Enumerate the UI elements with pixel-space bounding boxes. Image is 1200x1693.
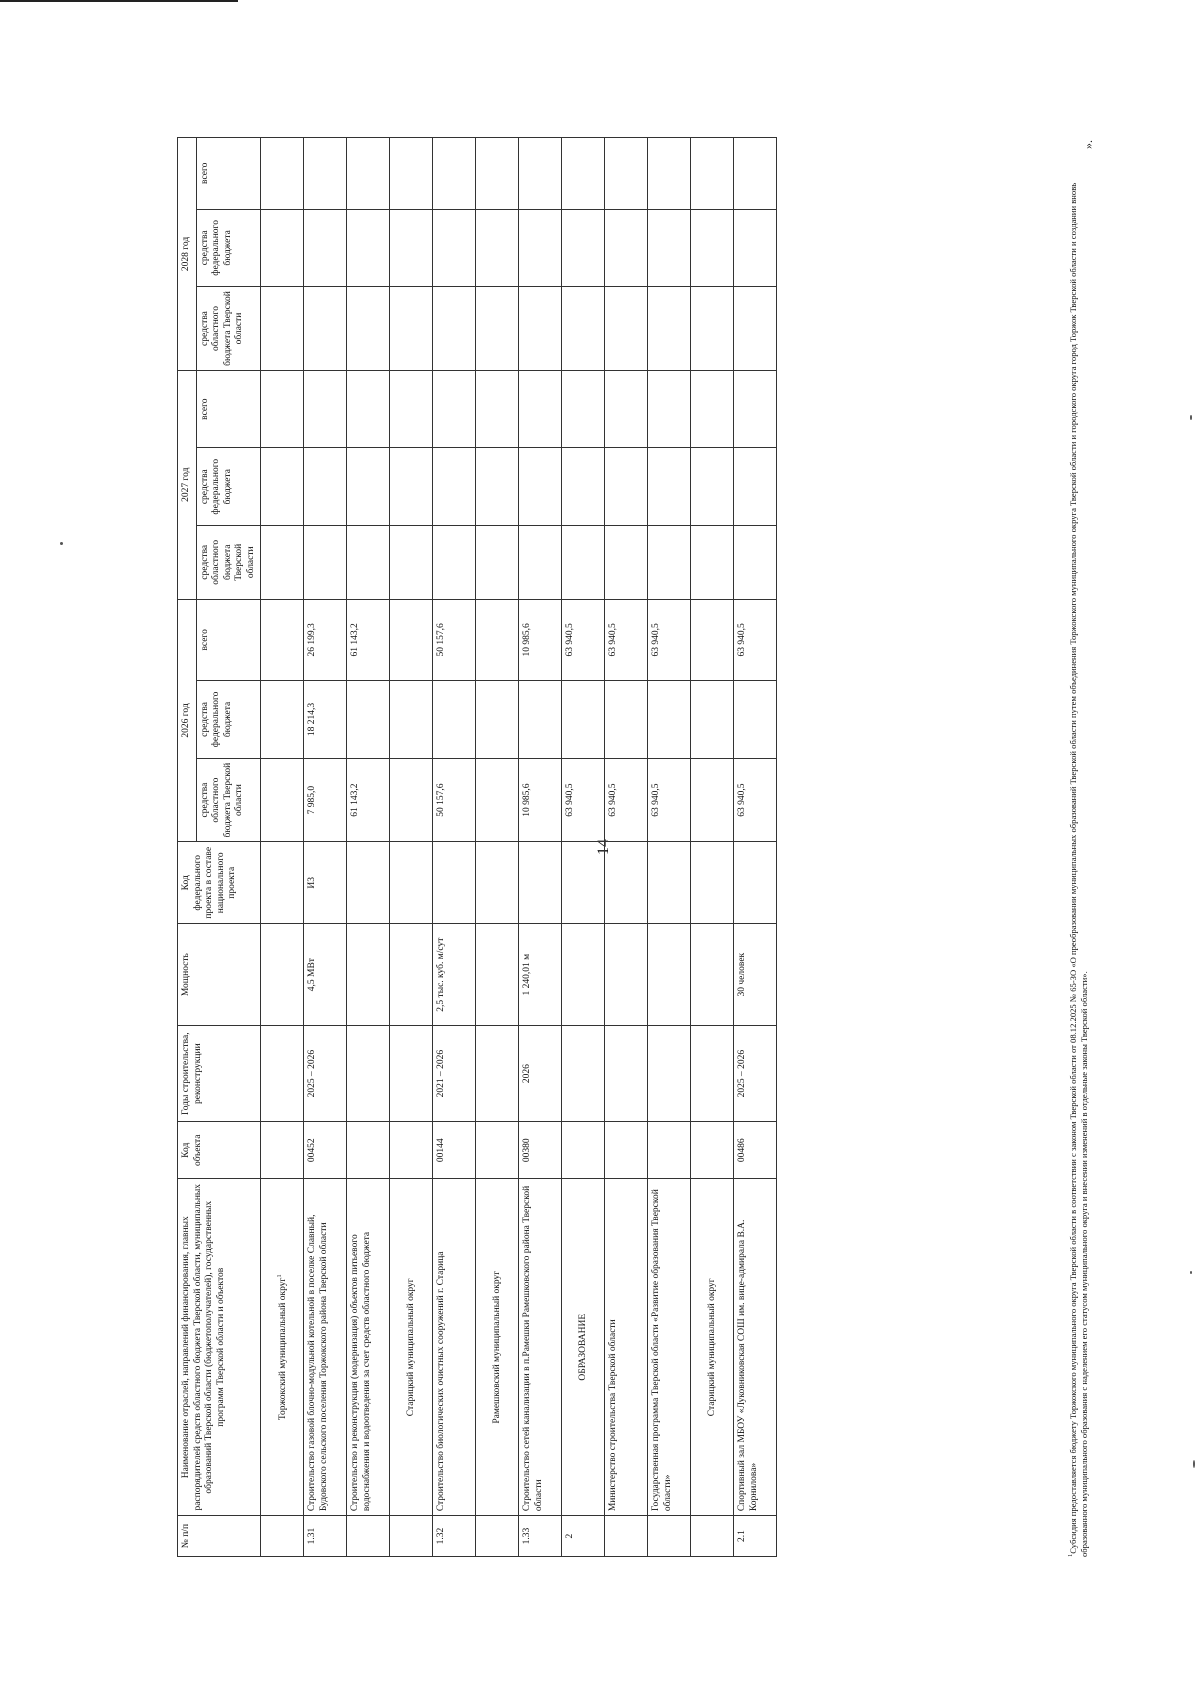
row-empty-cell — [605, 448, 648, 526]
row-num — [347, 1516, 390, 1557]
row-federal-2026 — [347, 681, 390, 759]
row-empty-cell — [519, 370, 562, 448]
row-empty-cell — [433, 138, 476, 210]
row-total-2026-text: 26 199,3 — [307, 623, 318, 657]
rotated-page-content — [73, 57, 1123, 1637]
row-empty-cell — [390, 448, 433, 526]
row-empty-cell — [691, 370, 734, 448]
row-name — [433, 1179, 476, 1516]
row-federal-2026 — [605, 681, 648, 759]
row-empty-cell — [734, 287, 777, 371]
row-fed-project-code — [691, 842, 734, 924]
row-total-2026 — [476, 599, 519, 681]
row-num — [648, 1516, 691, 1557]
row-federal-2026 — [648, 681, 691, 759]
scan-speck — [1190, 1271, 1192, 1274]
row-empty-cell — [390, 287, 433, 371]
row-regional-2026 — [476, 758, 519, 842]
row-fed-project-code — [476, 842, 519, 924]
row-num-text: 2 — [565, 1533, 576, 1539]
row-empty-cell — [562, 526, 605, 600]
row-num — [476, 1516, 519, 1557]
row-num-text: 1.31 — [307, 1527, 318, 1545]
row-regional-2026 — [605, 758, 648, 842]
investment-table — [177, 137, 777, 1557]
row-empty-cell — [562, 448, 605, 526]
table-row — [519, 138, 562, 1557]
row-empty-cell — [648, 448, 691, 526]
row-num — [519, 1516, 562, 1557]
row-empty-cell — [261, 448, 304, 526]
row-power — [648, 924, 691, 1026]
row-empty-cell — [261, 370, 304, 448]
header-num: № п/п — [178, 1516, 261, 1557]
table-row — [476, 138, 519, 1557]
row-empty-cell — [519, 138, 562, 210]
row-empty-cell — [562, 138, 605, 210]
row-object-code — [476, 1122, 519, 1179]
row-years — [261, 1026, 304, 1122]
row-power — [347, 924, 390, 1026]
row-regional-2026 — [519, 758, 562, 842]
row-power — [519, 924, 562, 1026]
row-name-text: Строительство газовой блочно-модульной котельной в поселке Славный, Будовского сельского поселения Торжокского района Тверской области — [307, 1214, 330, 1512]
row-fed-project-code — [261, 842, 304, 924]
subheader-regional-2027: средства областного бюджета Тверской области — [196, 526, 261, 600]
row-years-text: 2025 – 2026 — [737, 1049, 748, 1098]
header-fedcode: Код федерального проекта в составе национального проекта — [178, 842, 261, 924]
row-empty-cell — [648, 138, 691, 210]
table-row — [304, 138, 347, 1557]
row-name — [390, 1179, 433, 1516]
header-name: Наименование отраслей, направлений финансирования, главных распорядителей средств областного бюджета Тверской области, муниципальных образований Тверской области (бюджетополучателей), государственных программ Тверской области и объектов — [178, 1179, 261, 1516]
row-regional-2026-text: 63 940,5 — [608, 783, 619, 817]
footnote — [1067, 137, 1089, 1557]
row-years — [734, 1026, 777, 1122]
row-years-text: 2025 – 2026 — [307, 1049, 318, 1098]
row-power — [605, 924, 648, 1026]
row-name — [476, 1179, 519, 1516]
row-name-text: Министерство строительства Тверской области — [608, 1319, 619, 1512]
row-object-code-text: 00486 — [737, 1138, 748, 1163]
row-name-text: Старицкий муниципальный округ — [706, 1278, 717, 1417]
table-row — [734, 138, 777, 1557]
row-object-code — [390, 1122, 433, 1179]
row-power — [476, 924, 519, 1026]
subheader-total-2027: всего — [196, 370, 261, 448]
row-empty-cell — [390, 209, 433, 287]
row-empty-cell — [476, 209, 519, 287]
row-empty-cell — [433, 526, 476, 600]
row-object-code — [347, 1122, 390, 1179]
row-power-text: 4,5 МВт — [307, 958, 318, 992]
footnote-ref: 1 — [275, 1274, 283, 1278]
row-empty-cell — [476, 370, 519, 448]
row-name — [519, 1179, 562, 1516]
row-empty-cell — [304, 209, 347, 287]
row-total-2026-text: 63 940,5 — [565, 623, 576, 657]
row-num — [605, 1516, 648, 1557]
row-total-2026 — [605, 599, 648, 681]
row-federal-2026 — [519, 681, 562, 759]
row-regional-2026-text: 61 143,2 — [350, 783, 361, 817]
closing-mark: ». — [1081, 140, 1095, 149]
row-total-2026-text: 63 940,5 — [651, 623, 662, 657]
row-empty-cell — [562, 370, 605, 448]
row-object-code-text: 00144 — [436, 1138, 447, 1163]
row-total-2026-text: 61 143,2 — [350, 623, 361, 657]
row-years — [476, 1026, 519, 1122]
header-power: Мощность — [178, 924, 261, 1026]
table-row — [648, 138, 691, 1557]
row-years — [433, 1026, 476, 1122]
row-empty-cell — [304, 448, 347, 526]
row-object-code-text: 00452 — [307, 1138, 318, 1163]
row-federal-2026-text: 18 214,3 — [307, 702, 318, 737]
row-fed-project-code — [562, 842, 605, 924]
row-empty-cell — [347, 370, 390, 448]
row-object-code — [519, 1122, 562, 1179]
row-power — [390, 924, 433, 1026]
row-num — [691, 1516, 734, 1557]
row-empty-cell — [648, 287, 691, 371]
row-fed-project-code-text: И3 — [307, 876, 318, 889]
row-empty-cell — [691, 287, 734, 371]
row-fed-project-code — [519, 842, 562, 924]
header-2028: 2028 год — [178, 138, 197, 371]
row-empty-cell — [390, 370, 433, 448]
row-num — [562, 1516, 605, 1557]
row-num — [304, 1516, 347, 1557]
row-years-text: 2021 – 2026 — [436, 1049, 447, 1098]
row-federal-2026 — [390, 681, 433, 759]
subheader-total-2026: всего — [196, 599, 261, 681]
row-regional-2026 — [734, 758, 777, 842]
row-total-2026-text: 63 940,5 — [737, 623, 748, 657]
row-empty-cell — [476, 138, 519, 210]
row-regional-2026-text: 7 985,0 — [307, 785, 318, 815]
scan-speck — [60, 542, 63, 545]
row-regional-2026 — [562, 758, 605, 842]
header-2026: 2026 год — [178, 599, 197, 842]
row-empty-cell — [562, 287, 605, 371]
row-name — [261, 1179, 304, 1516]
row-name-text: Строительство сетей канализации в п.Рамешки Рамешковского района Тверской области — [522, 1185, 545, 1512]
row-empty-cell — [304, 287, 347, 371]
row-power — [734, 924, 777, 1026]
row-name-text: Торжокский муниципальный округ — [277, 1277, 288, 1421]
row-federal-2026 — [476, 681, 519, 759]
row-fed-project-code — [605, 842, 648, 924]
table-row — [261, 138, 304, 1557]
row-name — [691, 1179, 734, 1516]
row-empty-cell — [605, 209, 648, 287]
row-name — [304, 1179, 347, 1516]
row-name — [734, 1179, 777, 1516]
row-regional-2026 — [433, 758, 476, 842]
table-row — [691, 138, 734, 1557]
subheader-total-2028: всего — [196, 138, 261, 210]
row-object-code — [691, 1122, 734, 1179]
row-empty-cell — [562, 209, 605, 287]
row-power — [304, 924, 347, 1026]
row-empty-cell — [433, 448, 476, 526]
row-years — [562, 1026, 605, 1122]
row-empty-cell — [347, 138, 390, 210]
row-empty-cell — [304, 526, 347, 600]
row-power-text: 30 человек — [737, 952, 748, 997]
row-empty-cell — [691, 448, 734, 526]
row-num — [734, 1516, 777, 1557]
row-fed-project-code — [433, 842, 476, 924]
row-name — [347, 1179, 390, 1516]
row-regional-2026 — [390, 758, 433, 842]
row-regional-2026-text: 10 985,6 — [522, 783, 533, 817]
row-years — [304, 1026, 347, 1122]
row-name-text: Спортивный зал МБОУ «Луковниковская СОШ им. вице-адмирала В.А. Корнилова» — [737, 1219, 760, 1512]
row-object-code — [304, 1122, 347, 1179]
subheader-regional-2028: средства областного бюджета Тверской области — [196, 287, 261, 371]
subheader-federal-2026: средства федерального бюджета — [196, 681, 261, 759]
row-empty-cell — [304, 138, 347, 210]
row-regional-2026-text: 63 940,5 — [737, 783, 748, 817]
row-power — [261, 924, 304, 1026]
row-federal-2026 — [691, 681, 734, 759]
row-num-text: 1.32 — [436, 1527, 447, 1545]
row-empty-cell — [691, 209, 734, 287]
row-empty-cell — [605, 138, 648, 210]
row-total-2026 — [433, 599, 476, 681]
row-object-code — [648, 1122, 691, 1179]
row-num — [390, 1516, 433, 1557]
row-total-2026 — [304, 599, 347, 681]
row-power-text: 2,5 тыс. куб. м/сут — [436, 937, 447, 1012]
row-name-text: Строительство биологических очистных сооружений г. Старица — [436, 1251, 447, 1512]
row-empty-cell — [519, 209, 562, 287]
row-empty-cell — [734, 138, 777, 210]
row-empty-cell — [476, 287, 519, 371]
row-total-2026 — [691, 599, 734, 681]
row-empty-cell — [476, 526, 519, 600]
row-empty-cell — [734, 209, 777, 287]
row-regional-2026 — [304, 758, 347, 842]
page-number: 14 — [595, 839, 612, 855]
row-fed-project-code — [304, 842, 347, 924]
top-rule — [0, 0, 238, 2]
row-federal-2026 — [304, 681, 347, 759]
subheader-regional-2026: средства областного бюджета Тверской области — [196, 758, 261, 842]
row-name-text: Старицкий муниципальный округ — [405, 1278, 416, 1417]
row-fed-project-code — [347, 842, 390, 924]
row-empty-cell — [734, 370, 777, 448]
row-empty-cell — [261, 526, 304, 600]
row-empty-cell — [648, 209, 691, 287]
row-regional-2026 — [648, 758, 691, 842]
row-empty-cell — [691, 138, 734, 210]
row-empty-cell — [476, 448, 519, 526]
table-row — [605, 138, 648, 1557]
row-object-code — [562, 1122, 605, 1179]
row-name-text: ОБРАЗОВАНИЕ — [577, 1313, 588, 1381]
table-row — [562, 138, 605, 1557]
row-fed-project-code — [648, 842, 691, 924]
row-power — [691, 924, 734, 1026]
row-name — [562, 1179, 605, 1516]
row-empty-cell — [605, 287, 648, 371]
table-row — [347, 138, 390, 1557]
row-empty-cell — [347, 209, 390, 287]
row-years — [605, 1026, 648, 1122]
row-empty-cell — [261, 287, 304, 371]
row-empty-cell — [433, 287, 476, 371]
row-empty-cell — [691, 526, 734, 600]
row-federal-2026 — [734, 681, 777, 759]
row-object-code — [605, 1122, 648, 1179]
row-regional-2026 — [347, 758, 390, 842]
scan-speck — [1190, 415, 1192, 420]
row-empty-cell — [605, 370, 648, 448]
row-num — [433, 1516, 476, 1557]
row-empty-cell — [433, 370, 476, 448]
row-fed-project-code — [734, 842, 777, 924]
row-years — [691, 1026, 734, 1122]
scan-speck — [1193, 1460, 1195, 1468]
header-code: Код объекта — [178, 1122, 261, 1179]
row-years — [648, 1026, 691, 1122]
row-name — [605, 1179, 648, 1516]
row-total-2026 — [648, 599, 691, 681]
row-total-2026-text: 63 940,5 — [608, 623, 619, 657]
row-empty-cell — [734, 448, 777, 526]
row-num — [261, 1516, 304, 1557]
row-federal-2026 — [562, 681, 605, 759]
row-empty-cell — [519, 526, 562, 600]
row-empty-cell — [734, 526, 777, 600]
row-regional-2026-text: 50 157,6 — [436, 783, 447, 817]
row-total-2026 — [347, 599, 390, 681]
row-power — [433, 924, 476, 1026]
row-total-2026 — [519, 599, 562, 681]
row-empty-cell — [519, 287, 562, 371]
row-name-text: Рамешковский муниципальный округ — [491, 1270, 502, 1424]
row-object-code — [261, 1122, 304, 1179]
row-empty-cell — [390, 138, 433, 210]
row-fed-project-code — [390, 842, 433, 924]
row-total-2026 — [390, 599, 433, 681]
row-federal-2026 — [433, 681, 476, 759]
row-years — [519, 1026, 562, 1122]
row-num-text: 1.33 — [522, 1527, 533, 1545]
row-regional-2026-text: 63 940,5 — [651, 783, 662, 817]
row-regional-2026-text: 63 940,5 — [565, 783, 576, 817]
row-name-text: Строительство и реконструкция (модернизация) объектов питьевого водоснабжения и водоотведения за счет средств областного бюджета — [350, 1231, 373, 1512]
row-years — [390, 1026, 433, 1122]
row-empty-cell — [519, 448, 562, 526]
row-total-2026 — [734, 599, 777, 681]
row-regional-2026 — [691, 758, 734, 842]
row-total-2026-text: 10 985,6 — [522, 623, 533, 657]
header-2027: 2027 год — [178, 370, 197, 599]
row-empty-cell — [261, 209, 304, 287]
row-empty-cell — [304, 370, 347, 448]
row-empty-cell — [261, 138, 304, 210]
footnote-marker: 1 — [1067, 1553, 1074, 1557]
row-total-2026 — [562, 599, 605, 681]
row-years — [347, 1026, 390, 1122]
row-name-text: Государственная программа Тверской области «Развитие образования Тверской области» — [651, 1189, 674, 1512]
row-power — [562, 924, 605, 1026]
row-total-2026 — [261, 599, 304, 681]
header-years: Годы строительства, реконструкции — [178, 1026, 261, 1122]
table-row — [390, 138, 433, 1557]
row-empty-cell — [347, 448, 390, 526]
table-row — [433, 138, 476, 1557]
row-empty-cell — [605, 526, 648, 600]
row-name — [648, 1179, 691, 1516]
row-empty-cell — [433, 209, 476, 287]
row-years-text: 2026 — [522, 1064, 533, 1084]
row-object-code-text: 00380 — [522, 1138, 533, 1163]
footnote-text: Субсидия предоставляется бюджету Торжокского муниципального округа Тверской области в соответствии с законом Тверской области от 08.12.2025 № 65-ЗО «О преобразовании муниципальных образований Тверской области путем объединения Торжокского муниципального округа Тверской области и городского округа город Торжок Тверской области и создании вновь образованного муниципального образования с наделением его статусом муниципального округа и внесении изменений в отдельные законы Тверской области». — [1067, 182, 1089, 1557]
row-object-code — [433, 1122, 476, 1179]
row-empty-cell — [390, 526, 433, 600]
subheader-federal-2027: средства федерального бюджета — [196, 448, 261, 526]
row-power-text: 1 240,01 м — [522, 953, 533, 996]
row-empty-cell — [648, 526, 691, 600]
row-object-code — [734, 1122, 777, 1179]
row-federal-2026 — [261, 681, 304, 759]
row-empty-cell — [648, 370, 691, 448]
row-empty-cell — [347, 526, 390, 600]
row-num-text: 2.1 — [737, 1530, 748, 1543]
subheader-federal-2028: средства федерального бюджета — [196, 209, 261, 287]
row-total-2026-text: 50 157,6 — [436, 623, 447, 657]
row-regional-2026 — [261, 758, 304, 842]
row-empty-cell — [347, 287, 390, 371]
